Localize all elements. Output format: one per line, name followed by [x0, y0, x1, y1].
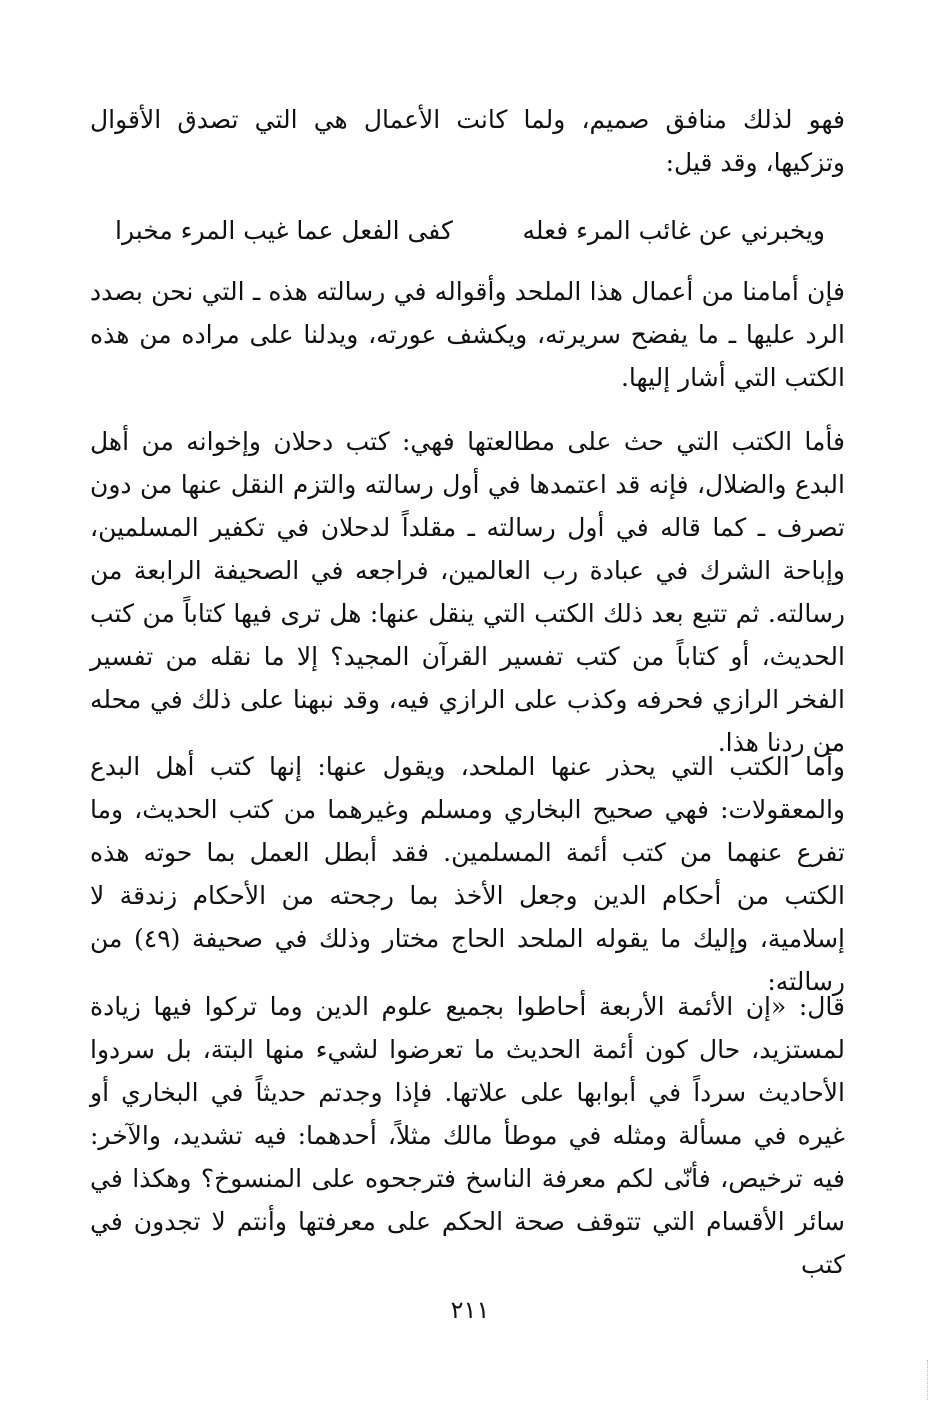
paragraph-intro: فهو لذلك منافق صميم، ولما كانت الأعمال هي التي تصدق الأقوال وتزكيها، وقد قيل:	[90, 105, 845, 177]
paragraph-quote: قال: «إن الأئمة الأربعة أحاطوا بجميع علوم الدين وما تركوا فيها زيادة لمستزيد، حال كون أئمة الحديث ما تعرضوا لشيء منها البتة، بل سردوا الأحاديث سرداً في أبوابها على علاتها. فإذا وجدتم حديثاً في البخاري أو غيره في مسألة ومثله في موطأ مالك مثلاً، أحدهما: فيه تشديد، والآخر: فيه ترخيص، فأنّى لكم معرفة الناسخ فترجحوه على المنسوخ؟ وهكذا في سائر الأقسام التي تتوقف صحة الحكم على معرفتها وأنتم لا تجدون في كتب	[90, 992, 845, 1279]
paragraph-warned-books: وأما الكتب التي يحذر عنها الملحد، ويقول عنها: إنها كتب أهل البدع والمعقولات: فهي صحيح البخاري ومسلم وغيرهما من كتب الحديث، وما تفرع عنهما من كتب أئمة المسلمين. فقد أبطل العمل بما حوته هذه الكتب من أحكام الدين وجعل الأخذ بما رجحته من الأحكام زندقة لا إسلامية، وإليك ما يقوله الملحد الحاج مختار وذلك في صحيفة (٤٩) من رسالته:	[90, 752, 845, 996]
verse-second-hemistich: كفى الفعل عما غيب المرء مخبرا	[115, 216, 453, 245]
paragraph-actions: فإن أمامنا من أعمال هذا الملحد وأقواله في رسالته هذه ـ التي نحن بصدد الرد عليها ـ ما يفضح سريرته، ويكشف عورته، ويدلنا على مراده من هذه الكتب التي أشار إليها.	[90, 277, 845, 392]
page-number: ٢١١	[450, 1296, 490, 1324]
margin-dotted-line	[925, 1360, 928, 1400]
verse-first-hemistich: ويخبرني عن غائب المرء فعله	[522, 216, 825, 245]
paragraph-recommended-books: فأما الكتب التي حث على مطالعتها فهي: كتب دحلان وإخوانه من أهل البدع والضلال، فإنه قد اعتمدها في أول رسالته والتزم النقل عنها من دون تصرف ـ كما قاله في أول رسالته ـ مقلداً لدحلان في تكفير المسلمين، وإباحة الشرك في عبادة رب العالمين، فراجعه في الصحيفة الرابعة من رسالته. ثم تتبع بعد ذلك الكتب التي ينقل عنها: هل ترى فيها كتاباً من كتب الحديث، أو كتاباً من كتب تفسير القرآن المجيد؟ إلا ما نقله من تفسير الفخر الرازي فحرفه وكذب على الرازي فيه، وقد نبهنا على ذلك في محله من ردنا هذا.	[90, 427, 845, 757]
poetry-verse	[115, 208, 825, 254]
